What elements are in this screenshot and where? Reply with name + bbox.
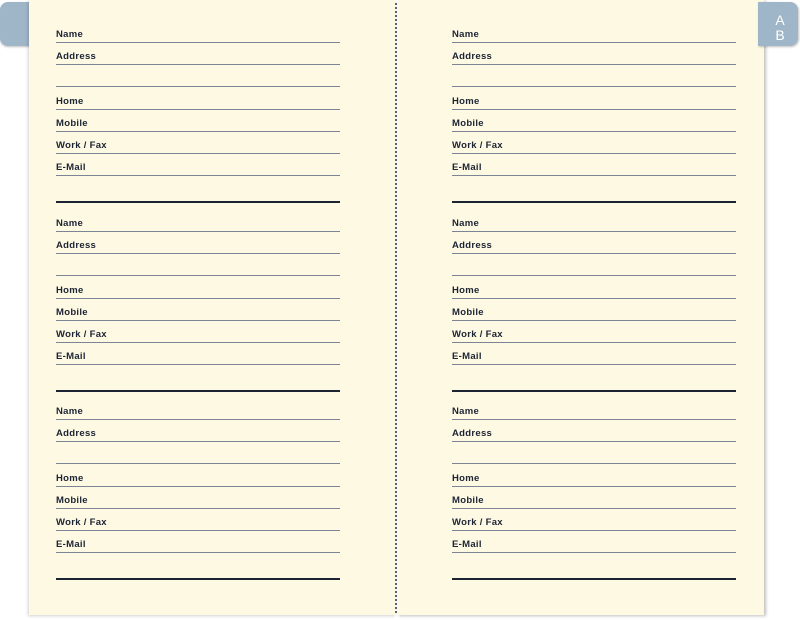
name-label: Name [56, 406, 84, 417]
name-field-line[interactable] [452, 231, 736, 232]
mobile-phone-label: Mobile [56, 118, 88, 129]
work-fax-field-line[interactable] [56, 153, 340, 154]
mobile-phone-field-line[interactable] [452, 320, 736, 321]
address-label: Address [56, 428, 97, 439]
name-label: Name [56, 218, 84, 229]
home-phone-field-line[interactable] [56, 298, 340, 299]
address-field-line[interactable] [452, 64, 736, 65]
work-fax-field-line[interactable] [452, 153, 736, 154]
home-phone-field-line[interactable] [56, 486, 340, 487]
address-label: Address [56, 51, 97, 62]
address-field-line[interactable] [56, 64, 340, 65]
address-field-line[interactable] [56, 441, 340, 442]
email-field-line[interactable] [452, 175, 736, 176]
home-phone-field-line[interactable] [452, 486, 736, 487]
address-label: Address [452, 51, 493, 62]
work-fax-label: Work / Fax [56, 140, 107, 151]
work-fax-field-line[interactable] [56, 530, 340, 531]
home-phone-label: Home [452, 473, 480, 484]
email-label: E-Mail [452, 162, 482, 173]
entry-separator-rule [56, 201, 340, 203]
name-field-line[interactable] [56, 42, 340, 43]
work-fax-label: Work / Fax [452, 329, 503, 340]
work-fax-label: Work / Fax [56, 517, 107, 528]
mobile-phone-field-line[interactable] [452, 131, 736, 132]
mobile-phone-label: Mobile [56, 307, 88, 318]
name-field-line[interactable] [452, 42, 736, 43]
mobile-phone-field-line[interactable] [452, 508, 736, 509]
name-label: Name [452, 29, 480, 40]
work-fax-label: Work / Fax [452, 517, 503, 528]
email-field-line[interactable] [452, 364, 736, 365]
mobile-phone-label: Mobile [452, 495, 484, 506]
home-phone-label: Home [452, 96, 480, 107]
address-continuation-field-line[interactable] [56, 463, 340, 464]
address-continuation-field-line[interactable] [452, 463, 736, 464]
home-phone-field-line[interactable] [452, 298, 736, 299]
email-label: E-Mail [56, 351, 86, 362]
spine-stitching [395, 3, 397, 613]
address-label: Address [452, 240, 493, 251]
email-field-line[interactable] [56, 175, 340, 176]
mobile-phone-field-line[interactable] [56, 508, 340, 509]
tab-letter-a: A [775, 12, 785, 28]
work-fax-label: Work / Fax [56, 329, 107, 340]
entry-separator-rule [452, 578, 736, 580]
email-field-line[interactable] [452, 552, 736, 553]
mobile-phone-field-line[interactable] [56, 320, 340, 321]
name-field-line[interactable] [56, 419, 340, 420]
work-fax-label: Work / Fax [452, 140, 503, 151]
entry-separator-rule [452, 390, 736, 392]
email-label: E-Mail [452, 351, 482, 362]
email-label: E-Mail [56, 539, 86, 550]
email-field-line[interactable] [56, 552, 340, 553]
name-label: Name [56, 29, 84, 40]
home-phone-field-line[interactable] [452, 109, 736, 110]
mobile-phone-field-line[interactable] [56, 131, 340, 132]
mobile-phone-label: Mobile [452, 307, 484, 318]
entry-separator-rule [56, 390, 340, 392]
mobile-phone-label: Mobile [56, 495, 88, 506]
index-tab-ab[interactable] [758, 2, 798, 46]
tab-letter-b: B [775, 27, 785, 43]
address-continuation-field-line[interactable] [56, 275, 340, 276]
home-phone-label: Home [56, 473, 84, 484]
work-fax-field-line[interactable] [452, 530, 736, 531]
name-field-line[interactable] [452, 419, 736, 420]
address-field-line[interactable] [452, 441, 736, 442]
address-continuation-field-line[interactable] [452, 275, 736, 276]
address-field-line[interactable] [452, 253, 736, 254]
address-continuation-field-line[interactable] [56, 86, 340, 87]
home-phone-label: Home [56, 96, 84, 107]
home-phone-field-line[interactable] [56, 109, 340, 110]
mobile-phone-label: Mobile [452, 118, 484, 129]
name-label: Name [452, 406, 480, 417]
home-phone-label: Home [452, 285, 480, 296]
entry-separator-rule [452, 201, 736, 203]
home-phone-label: Home [56, 285, 84, 296]
address-field-line[interactable] [56, 253, 340, 254]
name-label: Name [452, 218, 480, 229]
address-continuation-field-line[interactable] [452, 86, 736, 87]
work-fax-field-line[interactable] [56, 342, 340, 343]
name-field-line[interactable] [56, 231, 340, 232]
address-label: Address [452, 428, 493, 439]
address-label: Address [56, 240, 97, 251]
work-fax-field-line[interactable] [452, 342, 736, 343]
email-field-line[interactable] [56, 364, 340, 365]
email-label: E-Mail [56, 162, 86, 173]
entry-separator-rule [56, 578, 340, 580]
email-label: E-Mail [452, 539, 482, 550]
